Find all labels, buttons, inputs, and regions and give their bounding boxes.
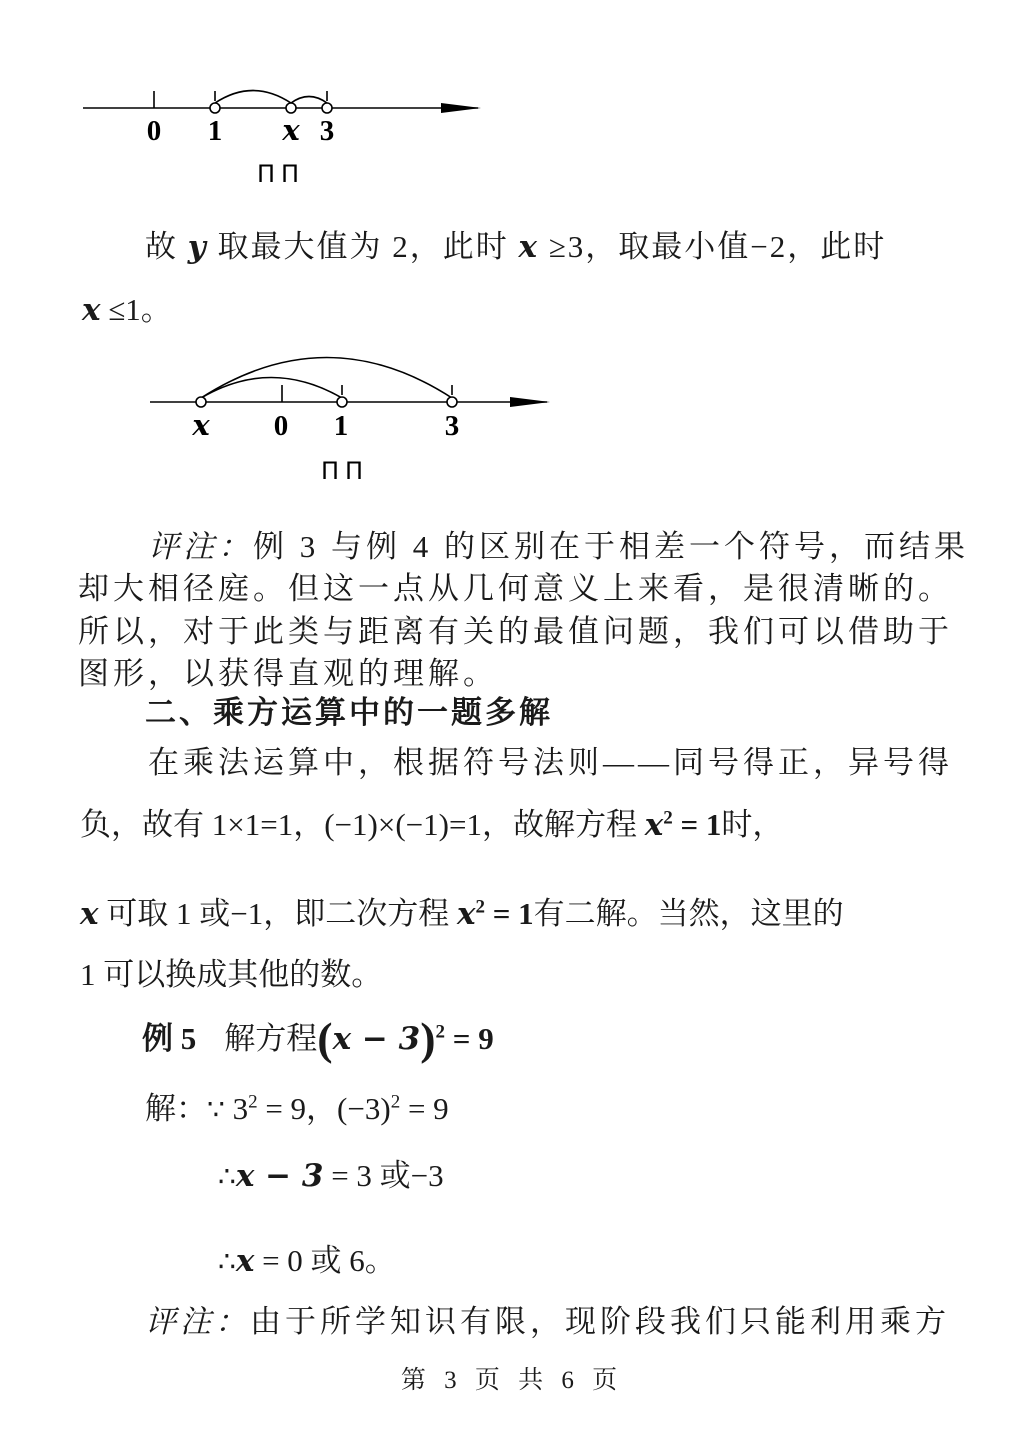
arc-1-to-x <box>215 91 291 104</box>
point-1 <box>210 103 220 113</box>
text-run: 解方程 <box>224 1021 318 1056</box>
label-3: 3 <box>319 115 335 147</box>
para-mult-line1: 在乘法运算中，根据符号法则——同号得正，异号得 <box>148 745 953 780</box>
exponent: 2 <box>390 1091 401 1113</box>
remark1-line2: 却大相径庭。但这一点从几何意义上来看，是很清晰的。 <box>78 571 953 606</box>
para-mult-line2 <box>80 799 783 844</box>
exponent: 2 <box>435 1021 446 1043</box>
text-run: 取最大值为 2，此时 <box>207 229 519 264</box>
missing-glyph-caption: ПП <box>257 160 306 188</box>
label-x: x <box>192 408 210 442</box>
math-expr: x − 3 <box>235 1158 324 1194</box>
math-var-x: x <box>80 896 99 932</box>
solution-line2 <box>218 1150 444 1195</box>
text-run: 时， <box>721 807 784 842</box>
math-expr: x − 3 <box>332 1021 421 1057</box>
therefore-symbol: ∴ <box>218 1245 236 1278</box>
label-1: 1 <box>333 410 349 442</box>
solution-line1 <box>145 1083 449 1128</box>
remark1-line1 <box>148 521 969 566</box>
math-run: = 9 <box>445 1021 494 1056</box>
math-run: 3 <box>224 1091 249 1126</box>
text-run: 有二解。当然，这里的 <box>533 896 844 931</box>
remark2-line1 <box>145 1296 950 1341</box>
point-1 <box>337 397 347 407</box>
arc-x-to-3 <box>201 358 452 399</box>
math-var-x: x <box>235 1243 255 1279</box>
math-run: = 1 <box>672 807 722 842</box>
page-number-footer: 第 3 页 共 6 页 <box>400 1367 624 1394</box>
text-run: 例 3 与例 4 的区别在于相差一个符号，而结果 <box>253 529 969 564</box>
left-paren: ( <box>317 1013 333 1064</box>
number-line-diagram-1 <box>78 84 488 194</box>
math-var-y: y <box>187 229 208 265</box>
remark-label: 评注： <box>145 1304 250 1339</box>
label-3: 3 <box>444 410 460 442</box>
point-x <box>286 103 296 113</box>
text-run: 解： <box>145 1091 207 1126</box>
math-run: = 0 或 6。 <box>254 1243 396 1278</box>
text-run: ≥3，取最小值−2，此时 <box>539 229 887 264</box>
number-line-diagram-2 <box>145 350 555 490</box>
text-run: 可取 1 或−1，即二次方程 <box>98 896 457 931</box>
section-heading: 二、乘方运算中的一题多解 <box>145 695 553 730</box>
remark-label: 评注： <box>148 529 253 564</box>
text-run: 负，故有 1×1=1，(−1)×(−1)=1，故解方程 <box>80 807 645 842</box>
text-run: ≤1。 <box>100 292 172 327</box>
para-mult-line3 <box>80 888 844 933</box>
para-mult-line4: 1 可以换成其他的数。 <box>80 957 383 992</box>
remark1-line4: 图形，以获得直观的理解。 <box>78 656 498 691</box>
math-var-x: x <box>82 292 101 328</box>
text-run: 故 <box>145 229 188 264</box>
label-1: 1 <box>207 115 223 147</box>
para-maxmin-line1 <box>145 221 886 266</box>
therefore-symbol: ∴ <box>218 1160 236 1193</box>
point-3 <box>447 397 457 407</box>
math-run: = 1 <box>484 896 534 931</box>
math-run: = 9 <box>400 1091 449 1126</box>
missing-glyph-caption: ПП <box>321 457 370 485</box>
example5-line <box>142 1013 494 1064</box>
math-var-x: x <box>644 807 664 843</box>
axis-arrow-icon <box>510 397 550 407</box>
math-run: = 9，(−3) <box>257 1091 391 1126</box>
arc-x-to-3 <box>291 97 327 104</box>
exponent: 2 <box>663 807 673 829</box>
axis-arrow-icon <box>441 103 481 113</box>
remark1-line3: 所以，对于此类与距离有关的最值问题，我们可以借助于 <box>78 614 953 649</box>
point-x <box>196 397 206 407</box>
math-var-x: x <box>518 229 539 265</box>
arc-x-to-1 <box>201 378 342 399</box>
right-paren: ) <box>420 1013 436 1064</box>
math-run: = 3 或−3 <box>323 1158 444 1193</box>
text-run: 由于所学知识有限，现阶段我们只能利用乘方 <box>250 1304 950 1339</box>
solution-line3 <box>218 1235 396 1280</box>
label-0: 0 <box>146 115 162 147</box>
example-label: 例 5 <box>142 1021 197 1056</box>
label-0: 0 <box>273 410 289 442</box>
point-3 <box>322 103 332 113</box>
label-x: x <box>282 113 300 147</box>
exponent: 2 <box>248 1091 258 1113</box>
because-symbol: ∵ <box>207 1093 225 1126</box>
exponent: 2 <box>475 896 485 918</box>
math-var-x: x <box>456 896 476 932</box>
para-maxmin-line2 <box>82 284 172 329</box>
